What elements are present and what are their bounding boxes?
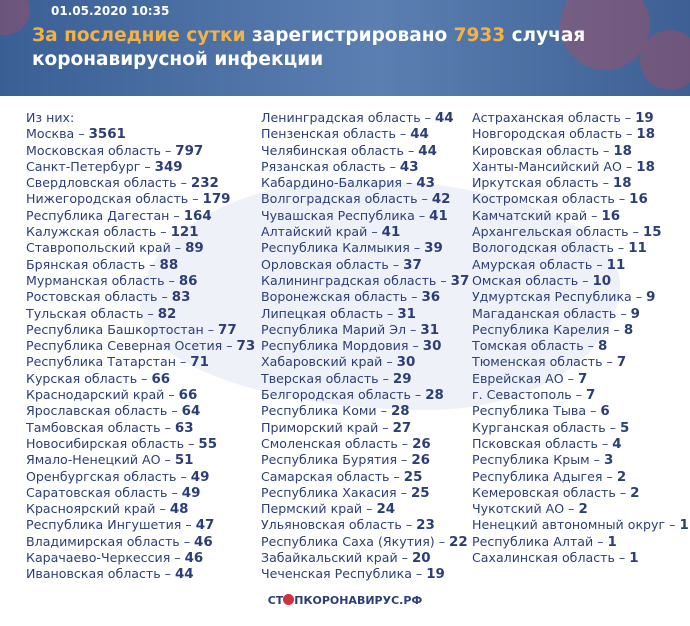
regions-column-2	[261, 110, 469, 583]
title-end: случая коронавирусной инфекции	[32, 25, 586, 70]
footer-prefix: СТ	[267, 594, 284, 607]
region-count: 26	[412, 436, 431, 452]
region-row: Республика Северная Осетия – 73	[26, 338, 256, 355]
region-row: Свердловская область – 232	[26, 175, 219, 192]
regions-column-3	[472, 110, 689, 566]
page-title	[32, 24, 672, 72]
region-count: 22	[449, 534, 468, 550]
region-name: Оренбургская область	[26, 468, 177, 484]
region-count: 25	[410, 485, 430, 501]
region-name: Республика Калмыкия	[261, 240, 410, 256]
region-row: Республика Крым – 3	[472, 452, 614, 469]
region-name: Еврейская АО	[472, 370, 564, 386]
region-name: г. Севастополь	[472, 387, 572, 403]
region-count: 24	[376, 502, 396, 518]
region-name: Республика Тыва	[472, 403, 587, 419]
region-row: Москва – 3561	[26, 126, 126, 143]
region-row: Липецкая область – 31	[261, 305, 416, 322]
region-row: Ханты-Мансийский АО – 18	[472, 158, 655, 175]
virus-decoration-icon	[0, 0, 30, 35]
region-count: 71	[190, 355, 209, 371]
region-row: Новосибирская область – 55	[26, 435, 218, 452]
region-row: Кабардино-Балкария – 43	[261, 175, 435, 192]
footer-suffix: ПКОРОНАВИРУС.РФ	[294, 594, 423, 607]
region-name: Омская область	[472, 272, 579, 288]
region-row: Республика Дагестан – 164	[26, 207, 212, 224]
region-count: 18	[636, 127, 656, 143]
region-count: 46	[184, 551, 204, 567]
region-row: Республика Марий Эл – 31	[261, 321, 440, 338]
region-count: 2	[630, 485, 640, 501]
region-count: 48	[169, 502, 189, 518]
region-name: Тверская область	[261, 370, 379, 386]
region-row: Новгородская область – 18	[472, 126, 656, 143]
region-count: 36	[421, 290, 441, 306]
region-row: Курганская область – 5	[472, 419, 630, 436]
region-count: 164	[183, 208, 212, 224]
region-row: Нижегородская область – 179	[26, 191, 231, 208]
region-row: Республика Алтай – 1	[472, 533, 617, 550]
region-row: Магаданская область – 9	[472, 305, 640, 322]
region-count: 44	[418, 143, 437, 159]
region-row: Смоленская область – 26	[261, 435, 431, 452]
region-name: Новосибирская область	[26, 435, 185, 451]
region-name: Вологодская область	[472, 240, 614, 256]
region-count: 1	[629, 551, 639, 567]
region-count: 46	[194, 534, 213, 550]
region-count: 10	[592, 273, 612, 289]
region-row: Воронежская область – 36	[261, 289, 441, 306]
region-row: Томская область – 8	[472, 338, 608, 355]
region-count: 64	[181, 404, 201, 420]
region-name: Тюменская область	[472, 354, 603, 370]
region-row: Московская область – 797	[26, 142, 204, 159]
region-name: Липецкая область	[261, 305, 384, 321]
region-name: Смоленская область	[261, 435, 398, 451]
region-count: 28	[425, 388, 444, 404]
region-row: Алтайский край – 41	[261, 224, 401, 241]
region-count: 25	[403, 469, 423, 485]
region-count: 23	[416, 518, 435, 534]
region-row: Республика Хакасия – 25	[261, 484, 430, 501]
region-count: 6	[600, 404, 610, 420]
region-row: Республика Коми – 28	[261, 403, 410, 420]
region-name: Удмуртская Республика	[472, 289, 632, 305]
region-name: Брянская область	[26, 256, 146, 272]
region-row: Приморский край – 27	[261, 419, 412, 436]
region-name: Республика Адыгея	[472, 468, 603, 484]
region-name: Республика Ингушетия	[26, 517, 182, 533]
region-row: Тверская область – 29	[261, 370, 412, 387]
region-count: 4	[612, 436, 622, 452]
region-row: Пензенская область – 44	[261, 126, 429, 143]
region-name: Саратовская область	[26, 484, 168, 500]
region-count: 232	[190, 176, 219, 192]
region-count: 9	[646, 290, 656, 306]
stop-circle-icon	[283, 594, 294, 605]
region-name: Свердловская область	[26, 175, 177, 191]
region-count: 51	[174, 453, 194, 469]
region-count: 121	[170, 225, 199, 241]
region-row: Кемеровская область – 2	[472, 484, 640, 501]
region-count: 2	[616, 469, 627, 485]
region-row: Владимирская область – 46	[26, 533, 213, 550]
region-count: 42	[431, 192, 451, 208]
region-count: 26	[411, 453, 430, 469]
region-count: 37	[450, 273, 470, 289]
region-name: Нижегородская область	[26, 191, 189, 207]
region-row: Сахалинская область – 1	[472, 550, 639, 567]
region-name: Новгородская область	[472, 126, 623, 142]
region-name: Чукотский АО	[472, 501, 565, 517]
region-row: Карачаево-Черкессия – 46	[26, 550, 204, 567]
region-name: Ленинградская область	[261, 110, 421, 125]
region-row: Архангельская область – 15	[472, 224, 662, 241]
region-name: Амурская область	[472, 256, 593, 272]
region-count: 2	[578, 502, 588, 518]
region-name: Республика Хакасия	[261, 484, 397, 500]
region-row: Костромская область – 16	[472, 191, 648, 208]
region-name: Красноярский край	[26, 501, 156, 517]
region-count: 349	[154, 159, 183, 175]
region-name: Томская область	[472, 338, 584, 354]
region-row: Чеченская Республика – 19	[261, 566, 445, 583]
region-name: Республика Коми	[261, 403, 377, 419]
region-count: 18	[636, 159, 655, 175]
region-count: 39	[424, 241, 443, 257]
region-row: Республика Тыва – 6	[472, 403, 610, 420]
region-name: Волгоградская область	[261, 191, 418, 207]
region-row: Ленинградская область – 44	[261, 110, 454, 126]
region-count: 31	[420, 322, 440, 338]
region-row: Иркутская область – 18	[472, 175, 632, 192]
region-count: 30	[396, 355, 416, 371]
region-name: Приморский край	[261, 419, 379, 435]
region-row: Орловская область – 37	[261, 256, 422, 273]
header-banner	[0, 0, 690, 96]
region-name: Курская область	[26, 370, 138, 386]
region-name: Москва	[26, 126, 75, 142]
region-count: 49	[181, 485, 201, 501]
region-name: Республика Алтай	[472, 533, 594, 549]
region-row: Калужская область – 121	[26, 224, 199, 241]
region-name: Хабаровский край	[261, 354, 383, 370]
region-count: 7	[586, 388, 596, 404]
region-name: Тульская область	[26, 305, 144, 321]
region-row: Удмуртская Республика – 9	[472, 289, 656, 306]
region-count: 18	[612, 176, 632, 192]
region-row: Красноярский край – 48	[26, 501, 189, 518]
region-name: Астраханская область	[472, 110, 621, 125]
region-name: Иркутская область	[472, 175, 599, 191]
region-row: Ивановская область – 44	[26, 566, 194, 583]
region-row: Челябинская область – 44	[261, 142, 437, 159]
region-name: Пензенская область	[261, 126, 396, 142]
region-row: Республика Карелия – 8	[472, 321, 634, 338]
region-name: Пермский край	[261, 501, 363, 517]
region-name: Чувашская Республика	[261, 207, 415, 223]
region-count: 8	[597, 339, 608, 355]
region-row: Республика Башкортостан – 77	[26, 321, 237, 338]
region-name: Ханты-Мансийский АО	[472, 158, 622, 174]
region-row: Самарская область – 25	[261, 468, 423, 485]
region-count: 29	[392, 371, 412, 387]
region-name: Ставропольский край	[26, 240, 171, 256]
region-name: Сахалинская область	[472, 550, 615, 566]
region-name: Орловская область	[261, 256, 389, 272]
region-name: Архангельская область	[472, 224, 629, 240]
region-name: Костромская область	[472, 191, 615, 207]
region-name: Ульяновская область	[261, 517, 402, 533]
region-row: Республика Ингушетия – 47	[26, 517, 215, 534]
region-name: Калужская область	[26, 224, 157, 240]
region-name: Кировская область	[472, 142, 599, 158]
region-count: 5	[620, 420, 630, 436]
region-count: 797	[175, 143, 204, 159]
region-name: Челябинская область	[261, 142, 404, 158]
region-name: Чеченская Республика	[261, 566, 412, 582]
region-row: Забайкальский край – 20	[261, 550, 431, 567]
region-name: Забайкальский край	[261, 550, 398, 566]
region-count: 44	[410, 127, 429, 143]
region-row: Кировская область – 18	[472, 142, 632, 159]
region-name: Ивановская область	[26, 566, 161, 582]
region-count: 88	[159, 257, 179, 273]
region-count: 82	[157, 306, 177, 322]
region-row: Ульяновская область – 23	[261, 517, 435, 534]
region-count: 30	[422, 339, 442, 355]
region-count: 9	[630, 306, 640, 322]
region-count: 89	[185, 241, 204, 257]
intro-label: Из них:	[26, 110, 75, 125]
region-row: Республика Саха (Якутия) – 22	[261, 533, 468, 550]
region-name: Самарская область	[261, 468, 390, 484]
region-row: Волгоградская область – 42	[261, 191, 451, 208]
region-name: Рязанская область	[261, 158, 386, 174]
region-name: Мурманская область	[26, 272, 165, 288]
region-name: Ненецкий автономный округ	[472, 517, 666, 533]
region-name: Московская область	[26, 142, 161, 158]
region-row: Омская область – 10	[472, 272, 612, 289]
region-row: Республика Адыгея – 2	[472, 468, 627, 485]
region-row: Ростовская область – 83	[26, 289, 191, 306]
regions-column-1	[26, 110, 255, 583]
region-count: 1	[679, 518, 689, 534]
footer-logo	[0, 594, 690, 607]
region-count: 63	[174, 420, 194, 436]
region-name: Магаданская область	[472, 305, 617, 321]
region-row: Республика Бурятия – 26	[261, 452, 430, 469]
region-count: 66	[178, 388, 198, 404]
region-count: 41	[429, 208, 448, 224]
region-row: Оренбургская область – 49	[26, 468, 210, 485]
region-row: Хабаровский край – 30	[261, 354, 416, 371]
region-count: 44	[174, 567, 194, 583]
region-name: Кемеровская область	[472, 484, 616, 500]
region-row: Псковская область – 4	[472, 435, 622, 452]
region-count: 44	[434, 111, 454, 126]
region-row: Республика Мордовия – 30	[261, 338, 442, 355]
region-row: Ставропольский край – 89	[26, 240, 204, 257]
region-row: Еврейская АО – 7	[472, 370, 588, 387]
region-count: 1	[607, 534, 617, 550]
region-name: Псковская область	[472, 435, 598, 451]
region-count: 7	[616, 355, 627, 371]
region-name: Алтайский край	[261, 224, 368, 240]
region-name: Карачаево-Черкессия	[26, 550, 171, 566]
title-middle: зарегистрировано	[245, 25, 454, 46]
region-row: Ярославская область – 64	[26, 403, 201, 420]
region-count: 11	[606, 257, 626, 273]
region-count: 11	[628, 241, 647, 257]
region-count: 37	[403, 257, 422, 273]
region-row: Санкт-Петербург – 349	[26, 158, 183, 175]
region-name: Ростовская область	[26, 289, 158, 305]
region-name: Санкт-Петербург	[26, 158, 141, 174]
region-row: Ненецкий автономный округ – 1	[472, 517, 689, 534]
region-row: Вологодская область – 11	[472, 240, 647, 257]
region-count: 3	[603, 453, 614, 469]
region-name: Курганская область	[472, 419, 606, 435]
region-count: 43	[399, 159, 419, 175]
region-name: Республика Крым	[472, 452, 590, 468]
region-count: 31	[397, 306, 416, 322]
region-row: Республика Калмыкия – 39	[261, 240, 443, 257]
region-name: Ямало-Ненецкий АО	[26, 452, 161, 468]
region-name: Краснодарский край	[26, 387, 165, 403]
region-row: Белгородская область – 28	[261, 387, 444, 404]
region-row: Курская область – 66	[26, 370, 171, 387]
region-name: Ярославская область	[26, 403, 168, 419]
region-row: Саратовская область – 49	[26, 484, 201, 501]
region-count: 49	[190, 469, 210, 485]
region-name: Республика Дагестан	[26, 207, 170, 223]
region-name: Республика Татарстан	[26, 354, 176, 370]
region-count: 83	[171, 290, 191, 306]
region-count: 15	[642, 225, 662, 241]
region-count: 86	[178, 273, 198, 289]
region-count: 28	[390, 404, 410, 420]
region-count: 41	[381, 225, 401, 241]
region-name: Республика Северная Осетия	[26, 338, 223, 354]
region-row: Пермский край – 24	[261, 501, 396, 518]
region-row: Чукотский АО – 2	[472, 501, 588, 518]
region-count: 55	[198, 436, 218, 452]
region-count: 16	[601, 208, 621, 224]
region-count: 19	[635, 111, 654, 126]
region-count: 8	[623, 322, 634, 338]
region-row: Астраханская область – 19	[472, 110, 654, 126]
region-name: Владимирская область	[26, 533, 180, 549]
region-name: Республика Башкортостан	[26, 321, 204, 337]
region-row: Тульская область – 82	[26, 305, 177, 322]
region-row: Рязанская область – 43	[261, 158, 419, 175]
region-name: Кабардино-Балкария	[261, 175, 402, 191]
region-name: Камчатский край	[472, 207, 588, 223]
region-name: Республика Бурятия	[261, 452, 398, 468]
region-name: Республика Марий Эл	[261, 321, 407, 337]
region-row: Брянская область – 88	[26, 256, 179, 273]
title-total: 7933	[453, 25, 506, 46]
region-count: 16	[629, 192, 648, 208]
region-name: Калининградская область	[261, 272, 437, 288]
region-count: 66	[151, 371, 171, 387]
region-row: Амурская область – 11	[472, 256, 626, 273]
region-name: Республика Карелия	[472, 321, 610, 337]
region-name: Белгородская область	[261, 387, 411, 403]
region-name: Тамбовская область	[26, 419, 161, 435]
region-count: 19	[426, 567, 445, 583]
region-row: г. Севастополь – 7	[472, 387, 596, 404]
region-count: 73	[236, 339, 256, 355]
region-row: Калининградская область – 37	[261, 272, 470, 289]
region-row: Камчатский край – 16	[472, 207, 621, 224]
region-name: Республика Мордовия	[261, 338, 409, 354]
region-count: 77	[218, 322, 237, 338]
region-count: 18	[613, 143, 632, 159]
region-row: Тамбовская область – 63	[26, 419, 194, 436]
region-name: Воронежская область	[261, 289, 408, 305]
region-count: 47	[195, 518, 215, 534]
region-count: 43	[416, 176, 435, 192]
region-row: Тюменская область – 7	[472, 354, 627, 371]
title-highlight: За последние сутки	[32, 25, 246, 46]
region-row: Республика Татарстан – 71	[26, 354, 209, 371]
region-row: Краснодарский край – 66	[26, 387, 198, 404]
timestamp: 01.05.2020 10:35	[51, 4, 170, 18]
region-count: 7	[577, 371, 588, 387]
region-name: Республика Саха (Якутия)	[261, 533, 435, 549]
region-count: 3561	[88, 127, 126, 143]
region-count: 20	[411, 551, 431, 567]
region-row: Ямало-Ненецкий АО – 51	[26, 452, 194, 469]
region-row: Мурманская область – 86	[26, 272, 198, 289]
region-row: Чувашская Республика – 41	[261, 207, 448, 224]
region-count: 27	[392, 420, 412, 436]
region-count: 179	[202, 192, 231, 208]
